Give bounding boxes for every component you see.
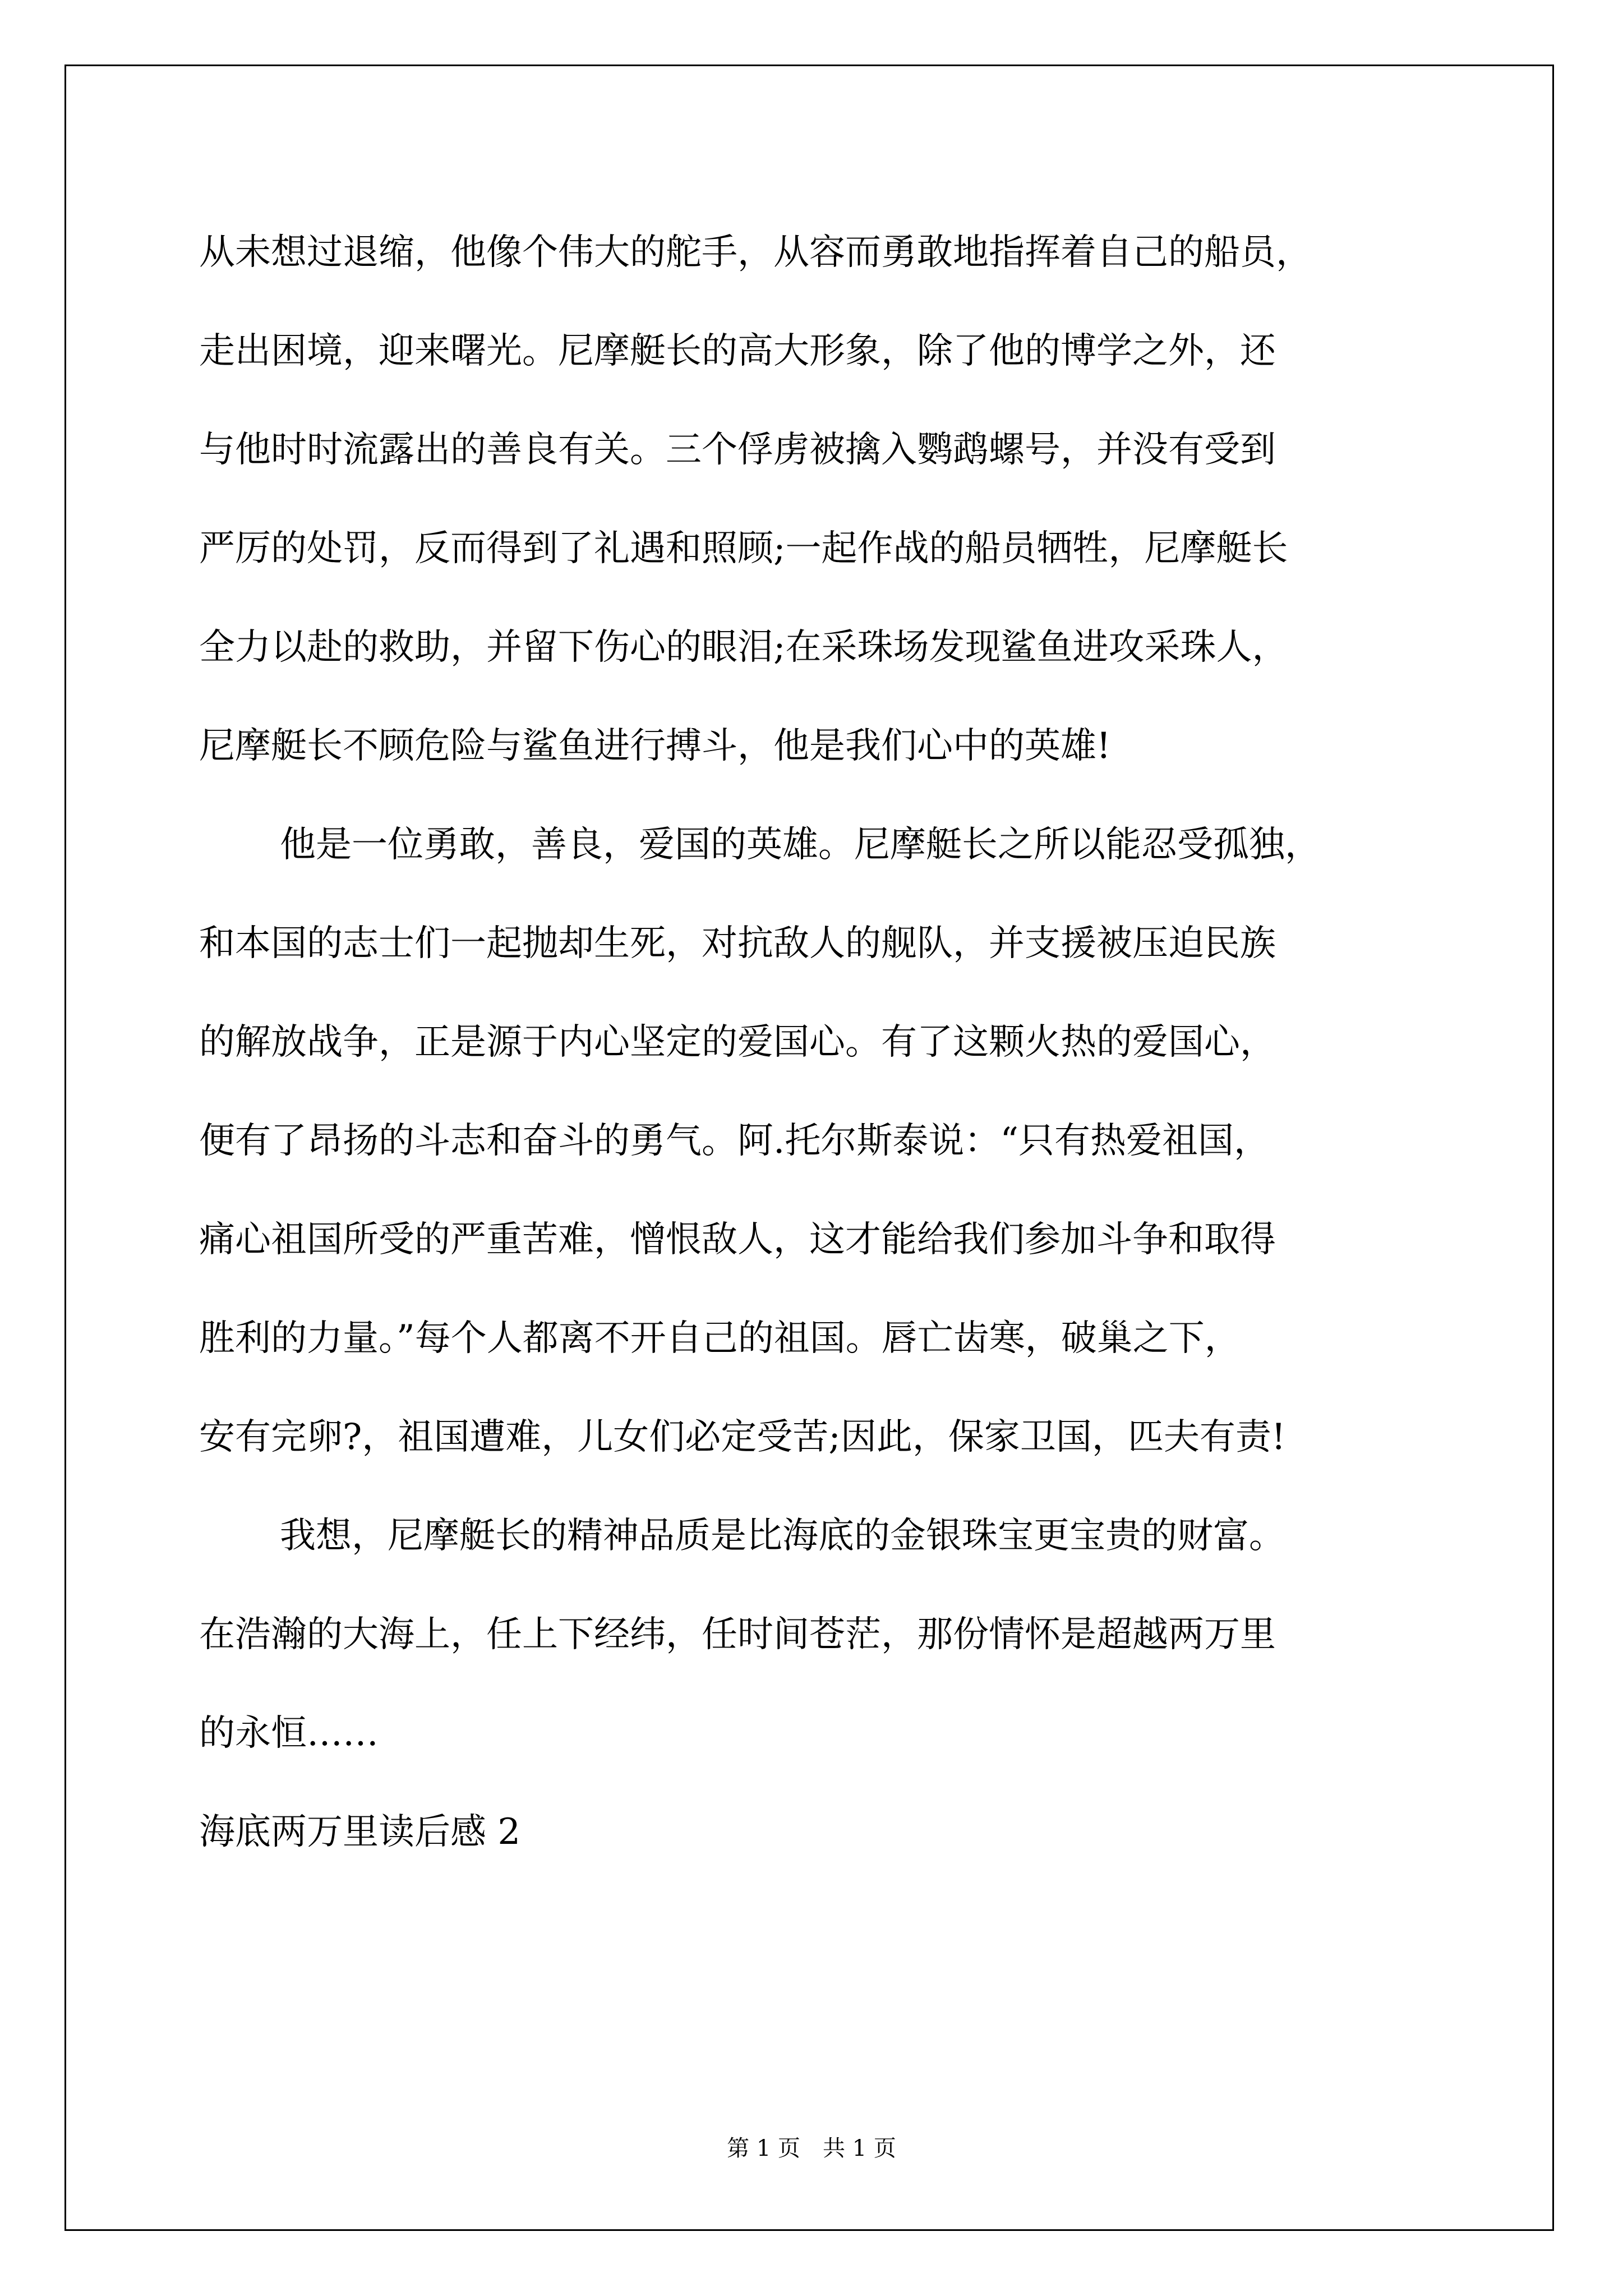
page-footer: 第 1 页 共 1 页 <box>727 2136 896 2161</box>
text-line: 从未想过退缩，他像个伟大的舵手，从容而勇敢地指挥着自己的船员， <box>199 232 1312 273</box>
text-line: 与他时时流露出的善良有关。三个俘虏被擒入鹦鹉螺号，并没有受到 <box>199 429 1276 471</box>
text-line: 尼摩艇长不顾危险与鲨鱼进行搏斗，他是我们心中的英雄! <box>199 725 1111 767</box>
text-line: 他是一位勇敢，善良，爱国的英雄。尼摩艇长之所以能忍受孤独， <box>280 824 1321 866</box>
text-line: 痛心祖国所受的严重苦难，憎恨敌人，这才能给我们参加斗争和取得 <box>199 1219 1276 1260</box>
text-line: 走出困境，迎来曙光。尼摩艇长的高大形象，除了他的博学之外，还 <box>199 330 1276 372</box>
text-line: 在浩瀚的大海上，任上下经纬，任时间苍茫，那份情怀是超越两万里 <box>199 1614 1276 1655</box>
text-line: 胜利的力量。”每个人都离不开自己的祖国。唇亡齿寒，破巢之下， <box>199 1318 1241 1359</box>
text-line: 便有了昂扬的斗志和奋斗的勇气。阿.托尔斯泰说：“只有热爱祖国， <box>199 1120 1270 1162</box>
text-line: 我想，尼摩艇长的精神品质是比海底的金银珠宝更宝贵的财富。 <box>280 1515 1285 1557</box>
text-line: 和本国的志士们一起抛却生死，对抗敌人的舰队，并支援被压迫民族 <box>199 923 1276 964</box>
paragraph-3 <box>199 1487 1433 1783</box>
document-body <box>199 203 1433 1881</box>
text-line: 的永恒…… <box>199 1713 379 1754</box>
text-line: 严厉的处罚，反而得到了礼遇和照顾;一起作战的船员牺牲，尼摩艇长 <box>199 528 1288 569</box>
paragraph-1 <box>199 203 1433 795</box>
section-heading: 海底两万里读后感 2 <box>199 1811 521 1853</box>
text-line: 的解放战争，正是源于内心坚定的爱国心。有了这颗火热的爱国心， <box>199 1022 1276 1063</box>
paragraph-2 <box>199 795 1433 1487</box>
text-line: 安有完卵?，祖国遭难，儿女们必定受苦;因此，保家卫国，匹夫有责! <box>199 1416 1286 1458</box>
text-line: 全力以赴的救助，并留下伤心的眼泪;在采珠场发现鲨鱼进攻采珠人， <box>199 627 1288 668</box>
